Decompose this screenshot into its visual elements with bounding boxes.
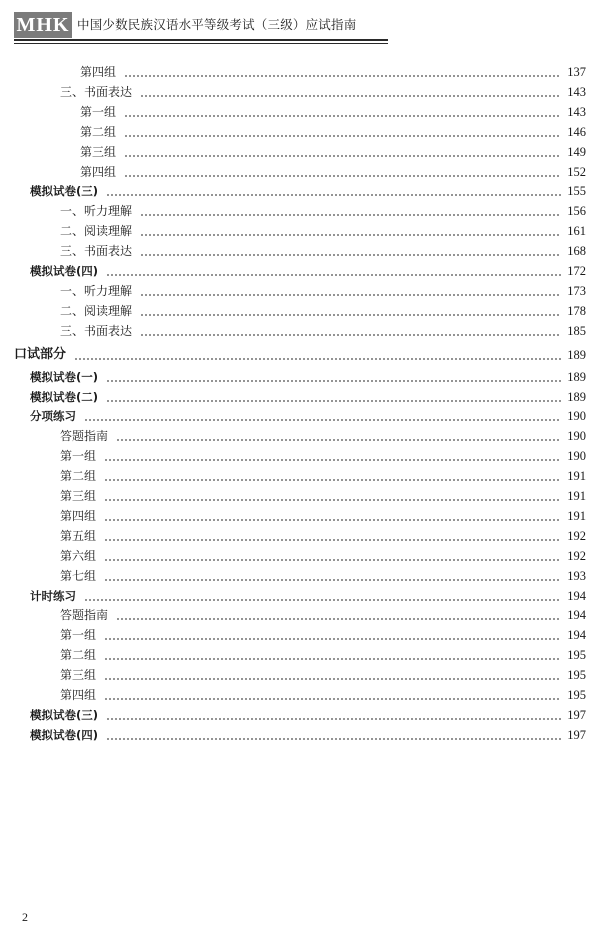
- dot-leader: [140, 214, 561, 216]
- toc-entry-page: 189: [567, 347, 586, 362]
- toc-entry-page: 146: [567, 124, 586, 139]
- header-rule-thin: [14, 43, 388, 44]
- toc-entry-page: 197: [567, 727, 586, 742]
- toc-entry-title: 三、书面表达: [60, 244, 133, 259]
- dot-leader: [140, 294, 561, 296]
- toc-entry-title: 第二组: [60, 648, 97, 663]
- toc-entry-title: 二、阅读理解: [60, 224, 133, 239]
- dot-leader: [104, 459, 561, 461]
- toc-entry: [30, 723, 586, 743]
- toc-entry: [60, 663, 586, 683]
- toc-entry-title: 二、阅读理解: [60, 303, 133, 318]
- dot-leader: [124, 115, 561, 117]
- toc-entry-title: 第七组: [60, 568, 97, 583]
- dot-leader: [104, 519, 561, 521]
- toc-entry-title: 第六组: [60, 548, 97, 563]
- dot-leader: [84, 599, 561, 601]
- toc-entry: [60, 319, 586, 339]
- page-number: 2: [22, 910, 28, 924]
- toc-entry-page: 192: [567, 548, 586, 563]
- toc-entry-page: 194: [567, 608, 586, 623]
- dot-leader: [104, 499, 561, 501]
- toc-entry-title: 一、听力理解: [60, 204, 133, 219]
- toc-entry-title: 模拟试卷(三): [30, 707, 99, 722]
- toc-entry-title: 第一组: [60, 449, 97, 464]
- toc-entry-title: 分项练习: [30, 409, 76, 424]
- toc-entry-title: 第四组: [80, 65, 117, 79]
- toc-entry: [60, 544, 586, 564]
- toc-entry-title: 计时练习: [30, 588, 76, 603]
- toc-entry-title: 三、书面表达: [60, 84, 133, 99]
- header-rule-thick: [14, 39, 388, 41]
- toc-entry: [60, 219, 586, 239]
- dot-leader: [104, 658, 561, 660]
- toc-entry-page: 173: [567, 283, 586, 298]
- toc-entry-page: 195: [567, 668, 586, 683]
- toc-entry-title: 模拟试卷(四): [30, 264, 99, 278]
- toc-entry-page: 195: [567, 648, 586, 663]
- toc-entry-title: 三、书面表达: [60, 323, 133, 338]
- toc-entry-page: 191: [567, 508, 586, 523]
- toc-entry-title: 第三组: [60, 668, 97, 683]
- toc-entry: [14, 343, 586, 363]
- toc-entry-page: 149: [567, 144, 586, 159]
- toc-entry-page: 197: [567, 707, 586, 722]
- dot-leader: [140, 314, 561, 316]
- toc-entry: [60, 444, 586, 464]
- toc-entry: [30, 584, 586, 604]
- book-title: 中国少数民族汉语水平等级考试（三级）应试指南: [77, 17, 357, 32]
- dot-leader: [104, 479, 561, 481]
- dot-leader: [116, 439, 561, 441]
- toc-entry-page: 191: [567, 489, 586, 503]
- toc-entry-page: 172: [567, 264, 586, 278]
- toc-entry-page: 190: [567, 429, 586, 444]
- toc-entry: [60, 464, 586, 484]
- toc-entry: [80, 100, 586, 120]
- toc-entry-page: 161: [567, 224, 586, 239]
- dot-leader: [106, 400, 561, 402]
- toc-entry-title: 模拟试卷(一): [30, 369, 99, 384]
- dot-leader: [74, 358, 561, 360]
- toc-entry-title: 口试部分: [14, 346, 67, 362]
- toc-entry-page: 193: [567, 568, 586, 583]
- toc-entry-page: 143: [567, 104, 586, 119]
- toc-entry-page: 195: [567, 688, 586, 702]
- toc-entry: [60, 299, 586, 319]
- toc-entry: [80, 120, 586, 140]
- toc-entry-page: 189: [567, 389, 586, 404]
- dot-leader: [124, 135, 561, 137]
- dot-leader: [84, 419, 561, 421]
- toc-entry-page: 194: [567, 588, 586, 603]
- dot-leader: [104, 559, 561, 561]
- toc-entry-page: 190: [567, 409, 586, 424]
- toc-entry: [80, 160, 586, 180]
- dot-leader: [124, 155, 561, 157]
- toc-entry: [60, 683, 586, 703]
- dot-leader: [106, 194, 561, 196]
- toc-entry: [60, 524, 586, 544]
- toc-entry-title: 第二组: [60, 469, 97, 484]
- toc-entry: [80, 60, 586, 80]
- dot-leader: [104, 638, 561, 640]
- toc-entry-title: 第五组: [60, 528, 97, 543]
- dot-leader: [140, 334, 561, 336]
- toc-entry-page: 155: [567, 184, 586, 199]
- toc-entry: [60, 80, 586, 100]
- toc-entry-title: 第四组: [60, 508, 97, 523]
- toc-entry-title: 第四组: [60, 688, 97, 702]
- toc-entry-page: 137: [567, 65, 586, 79]
- toc-entry: [30, 404, 586, 424]
- toc-entry: [60, 623, 586, 643]
- toc-entry: [30, 703, 586, 723]
- toc-entry: [60, 643, 586, 663]
- toc-entry-title: 模拟试卷(四): [30, 727, 99, 742]
- toc-entry: [60, 199, 586, 219]
- dot-leader: [106, 274, 561, 276]
- toc-entry-page: 156: [567, 204, 586, 219]
- toc-entry-title: 答题指南: [60, 429, 109, 444]
- dot-leader: [140, 254, 561, 256]
- toc-entry-title: 第三组: [80, 144, 117, 159]
- dot-leader: [104, 539, 561, 541]
- toc-entry-page: 185: [567, 323, 586, 338]
- toc-entry: [60, 279, 586, 299]
- toc-entry-page: 143: [567, 84, 586, 99]
- toc-entry-page: 152: [567, 164, 586, 179]
- toc-entry-page: 191: [567, 469, 586, 484]
- toc-entry-page: 192: [567, 528, 586, 543]
- toc-entry: [60, 504, 586, 524]
- toc-entry-title: 第一组: [60, 628, 97, 643]
- mhk-logo: MHK: [14, 12, 72, 38]
- dot-leader: [104, 698, 561, 700]
- toc-entry-title: 模拟试卷(三): [30, 184, 99, 199]
- dot-leader: [104, 579, 561, 581]
- toc-entry: [80, 140, 586, 160]
- dot-leader: [104, 678, 561, 680]
- dot-leader: [140, 234, 561, 236]
- toc-entry: [60, 603, 586, 623]
- toc-entry: [60, 484, 586, 504]
- dot-leader: [106, 738, 561, 740]
- toc-entry: [60, 239, 586, 259]
- dot-leader: [124, 175, 561, 177]
- running-header: [14, 12, 388, 40]
- dot-leader: [106, 380, 561, 382]
- toc-entry: [30, 365, 586, 385]
- toc-entry: [60, 424, 586, 444]
- toc-entry-page: 190: [567, 449, 586, 464]
- dot-leader: [124, 75, 561, 77]
- toc-entry-title: 一、听力理解: [60, 283, 133, 298]
- toc-entry: [30, 385, 586, 405]
- toc-entry-title: 模拟试卷(二): [30, 389, 99, 404]
- toc-entry-page: 168: [567, 244, 586, 259]
- toc-entry-page: 178: [567, 303, 586, 318]
- toc-entry-title: 第四组: [80, 164, 117, 179]
- toc-entry-page: 194: [567, 628, 586, 643]
- toc-entry: [30, 179, 586, 199]
- toc-entry-title: 第三组: [60, 489, 97, 503]
- toc-entry: [30, 259, 586, 279]
- toc-entry-page: 189: [567, 369, 586, 384]
- dot-leader: [140, 95, 561, 97]
- dot-leader: [116, 618, 561, 620]
- toc-entry: [60, 564, 586, 584]
- toc-entry-title: 第二组: [80, 124, 117, 139]
- toc-entry-title: 答题指南: [60, 608, 109, 623]
- toc-entry-title: 第一组: [80, 104, 117, 119]
- dot-leader: [106, 718, 561, 720]
